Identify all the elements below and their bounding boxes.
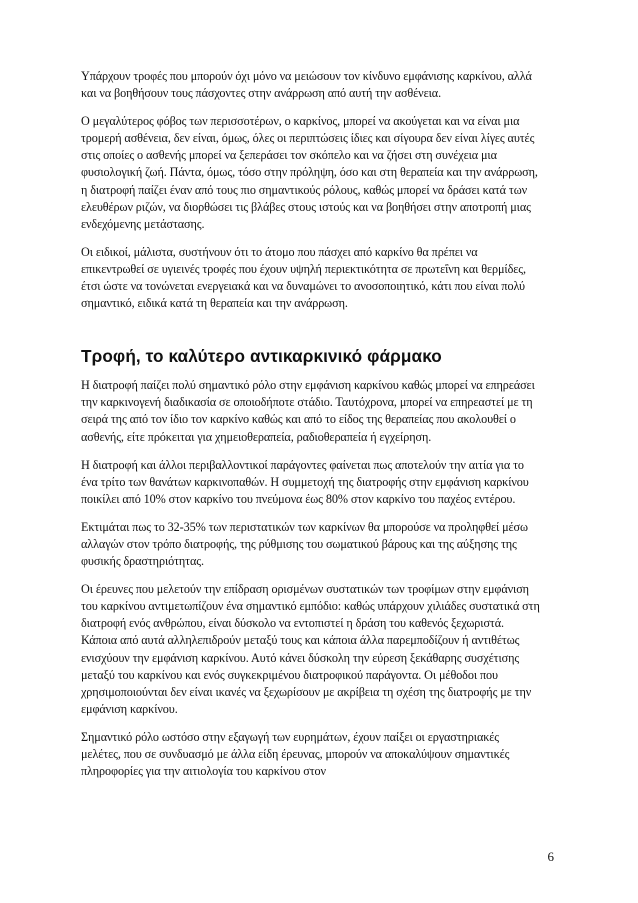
paragraph-intro: Υπάρχουν τροφές που μπορούν όχι μόνο να μειώσουν τον κίνδυνο εμφάνισης καρκίνου, αλλά και να βοηθήσουν τους πάσχοντες στην ανάρρωση από αυτή την ασθένεια. bbox=[81, 69, 532, 101]
paragraph-diet-role: Η διατροφή παίζει πολύ σημαντικό ρόλο στην εμφάνιση καρκίνου καθώς μπορεί να επηρεάσει την καρκινογενή διαδικασία σε οποιοδήποτε στάδιο. Ταυτόχρονα, μπορεί να επηρεαστεί με τη σειρά της από τον ίδιο τον καρκίνο καθώς και από το είδος της θεραπείας που ακολουθεί ο ασθενής, είτε πρόκειται για χημειοθεραπεία, ραδιοθεραπεία ή εγχείρηση. bbox=[81, 378, 535, 444]
page-body bbox=[81, 68, 541, 791]
paragraph-research-obstacles: Οι έρευνες που μελετούν την επίδραση ορισμένων συστατικών των τροφίμων στην εμφάνιση του καρκίνου αντιμετωπίζουν ένα σημαντικό εμπόδιο: καθώς υπάρχουν χιλιάδες συστατικά στη διατροφή ενός ανθρώπου, είναι δύσκολο να εντοπιστεί η δράση του καθενός ξεχωριστά. Κάποια από αυτά αλληλεπιδρούν μεταξύ τους και κάποια άλλα παρεμποδίζουν ή αντιθέτως ενισχύουν την εμφάνιση καρκίνου. Αυτό κάνει δύσκολη την εύρεση ξεκάθαρης συσχέτισης μεταξύ του καρκίνου και ενός συγκεκριμένου διατροφικού παράγοντα. Οι μέθοδοι που χρησιμοποιούνται δεν είναι ικανές να ξεχωρίσουν με ακρίβεια τη σχέση της διατροφής με την εμφάνιση καρκίνου. bbox=[81, 582, 540, 716]
paragraph-prevention-estimate: Εκτιμάται πως το 32-35% των περιστατικών των καρκίνων θα μπορούσε να προληφθεί μέσω αλλαγών στον τρόπο διατροφής, της ρύθμισης του σωματικού βάρους και της αύξησης της φυσικής δραστηριότητας. bbox=[81, 519, 528, 569]
paragraph-laboratory-studies: Σημαντικό ρόλο ωστόσο στην εξαγωγή των ευρημάτων, έχουν παίξει οι εργαστηριακές μελέτες, που σε συνδυασμό με άλλα είδη έρευνας, μπορούν να αποκαλύψουν σημαντικές πληροφορίες για την αιτιολογία του καρκίνου στον bbox=[81, 729, 510, 779]
page-number: 6 bbox=[547, 849, 554, 864]
paragraph-fear: Ο μεγαλύτερος φόβος των περισσοτέρων, ο καρκίνος, μπορεί να ακούγεται και να είναι μια τρομερή ασθένεια, δεν είναι, όμως, όλες οι περιπτώσεις ίδιες και σίγουρα δεν είναι λίγες αυτές στις οποίες ο ασθενής μπορεί να ξεπεράσει τον σκόπελο και να ζήσει στη συνέχεια μια φυσιολογική ζωή. Πάντα, όμως, τόσο στην πρόληψη, όσο και στη θεραπεία και την ανάρρωση, η διατροφή παίζει έναν από τους πιο σημαντικούς ρόλους, καθώς μπορεί να δράσει κατά των ελευθέρων ριζών, να διορθώσει τις βλάβες στους ιστούς και να βοηθήσει στην αποτροπή μιας ενδεχόμενης μετάστασης. bbox=[81, 114, 538, 231]
paragraph-experts: Οι ειδικοί, μάλιστα, συστήνουν ότι το άτομο που πάσχει από καρκίνο θα πρέπει να επικεντρωθεί σε υγιεινές τροφές που έχουν υψηλή περιεκτικότητα σε πρωτεΐνη και θερμίδες, έτσι ώστε να τονώνεται ενεργειακά και να δυναμώνει το ανοσοποιητικό, κάτι που είναι πολύ σημαντικό, ειδικά κατά τη θεραπεία και την ανάρρωση. bbox=[81, 244, 526, 311]
section-heading: Τροφή, το καλύτερο αντικαρκινικό φάρμακο bbox=[81, 346, 442, 367]
paragraph-environmental-factors: Η διατροφή και άλλοι περιβαλλοντικοί παράγοντες φαίνεται πως αποτελούν την αιτία για το ένα τρίτο των θανάτων καρκινοπαθών. Η συμμετοχή της διατροφής στην εμφάνιση καρκίνου ποικίλει από 10% στον καρκίνο του πνεύμονα έως 80% στον καρκίνο του παχέος εντέρου. bbox=[81, 457, 529, 506]
